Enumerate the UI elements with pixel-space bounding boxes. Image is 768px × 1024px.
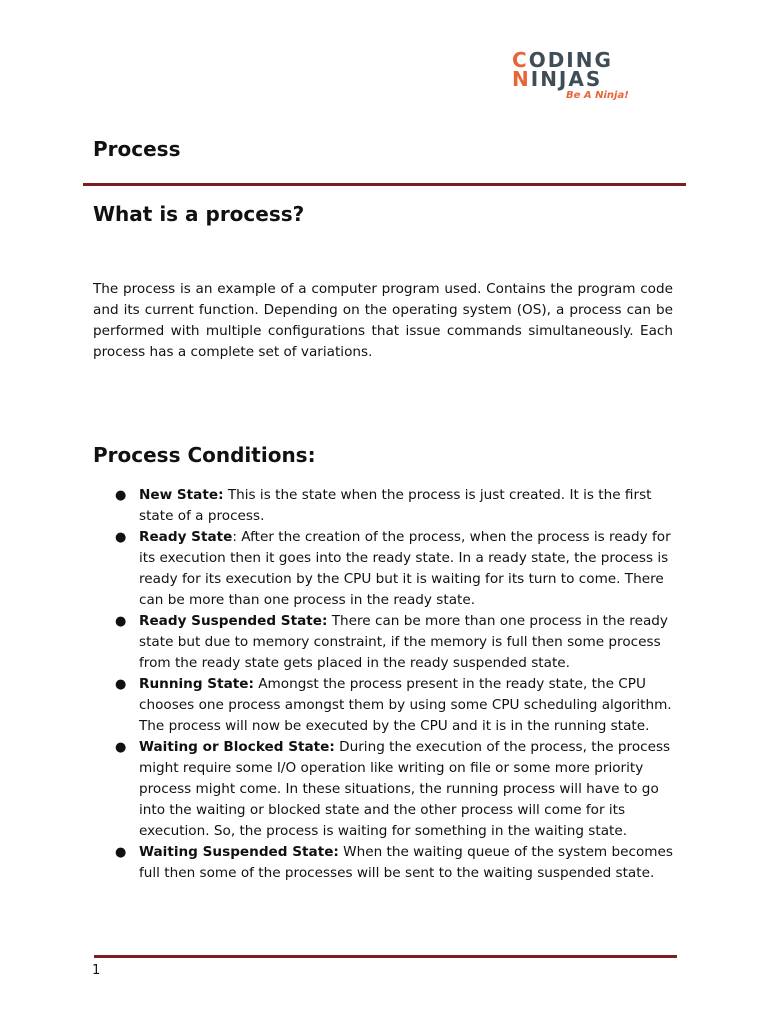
list-item-term: Ready State bbox=[139, 529, 233, 545]
list-item-term: New State: bbox=[139, 487, 224, 503]
logo-tagline: Be A Ninja! bbox=[566, 90, 629, 101]
list-item bbox=[93, 611, 675, 674]
list-item bbox=[93, 842, 675, 884]
section-heading-what-is-process: What is a process? bbox=[93, 202, 305, 226]
list-item-term: Waiting Suspended State: bbox=[139, 844, 339, 860]
process-conditions-list bbox=[93, 485, 675, 884]
page-title: Process bbox=[93, 137, 181, 161]
list-item-term: Waiting or Blocked State: bbox=[139, 739, 335, 755]
section-heading-process-conditions: Process Conditions: bbox=[93, 443, 316, 467]
bullet-icon: ● bbox=[115, 677, 127, 692]
list-item-text: : After the creation of the process, when the process is ready for its execution then it goes into the ready state. In a ready state, the process is ready for its execution by the CPU but it is waiting for its turn to come. There can be more than one process in the ready state. bbox=[139, 529, 671, 608]
list-item-text: When the waiting queue of the system becomes full then some of the processes will be sent to the waiting suspended state. bbox=[139, 844, 673, 881]
list-item-term: Ready Suspended State: bbox=[139, 613, 328, 629]
bullet-icon: ● bbox=[115, 530, 127, 545]
list-item-text: During the execution of the process, the process might require some I/O operation like writing on file or some more priority process might come. In these situations, the running process will have to go into the waiting or blocked state and the other process will come for its execution. So, the process is waiting for something in the waiting state. bbox=[139, 739, 671, 839]
header-divider bbox=[83, 183, 686, 186]
list-item-text: There can be more than one process in the ready state but due to memory constraint, if the memory is full then some process from the ready state gets placed in the ready suspended state. bbox=[139, 613, 668, 671]
footer-divider bbox=[94, 955, 677, 958]
bullet-icon: ● bbox=[115, 488, 127, 503]
logo-word-coding: CODING bbox=[512, 48, 613, 72]
bullet-icon: ● bbox=[115, 740, 127, 755]
bullet-icon: ● bbox=[115, 614, 127, 629]
list-item-term: Running State: bbox=[139, 676, 254, 692]
bullet-icon: ● bbox=[115, 845, 127, 860]
list-item bbox=[93, 485, 675, 527]
list-item-text: This is the state when the process is just created. It is the first state of a process. bbox=[139, 487, 652, 524]
list-item bbox=[93, 737, 675, 842]
list-item-text: Amongst the process present in the ready state, the CPU chooses one process amongst them by using some CPU scheduling algorithm. The process will now be executed by the CPU and it is in the running state. bbox=[139, 676, 672, 734]
intro-paragraph: The process is an example of a computer program used. Contains the program code and its current function. Depending on the operating system (OS), a process can be performed with multiple configurations that issue commands simultaneously. Each process has a complete set of variations. bbox=[93, 281, 673, 360]
page-number: 1 bbox=[92, 963, 101, 978]
list-item bbox=[93, 674, 675, 737]
coding-ninjas-logo bbox=[512, 50, 632, 104]
logo-word-ninjas: NINJAS bbox=[512, 67, 603, 91]
list-item bbox=[93, 527, 675, 611]
